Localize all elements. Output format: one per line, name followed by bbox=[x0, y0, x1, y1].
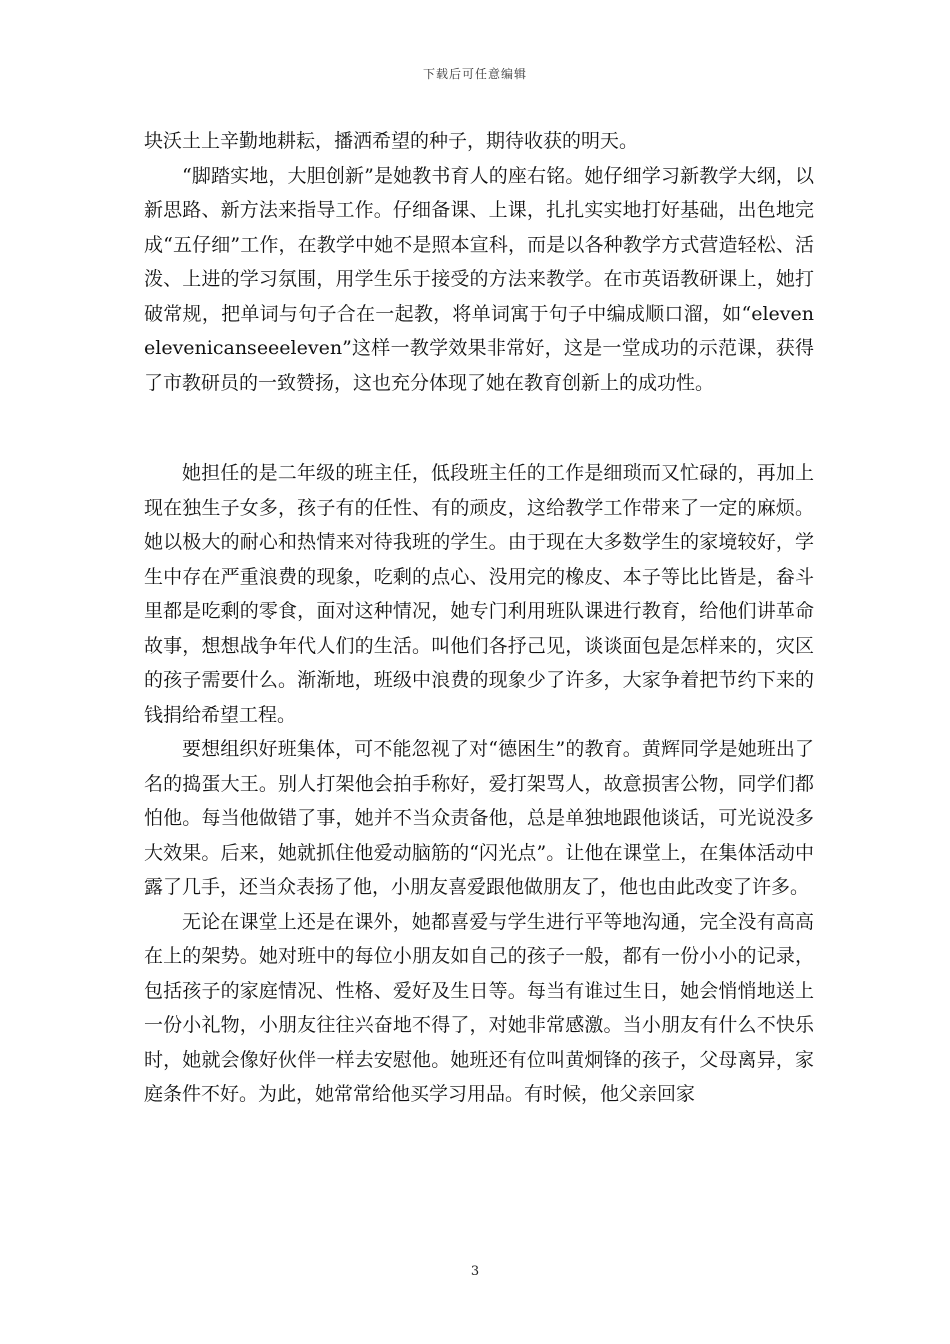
paragraph-continuation: 块沃土上辛勤地耕耘，播洒希望的种子，期待收获的明天。 bbox=[144, 130, 639, 152]
paragraph: 无论在课堂上还是在课外，她都喜爱与学生进行平等地沟通，完全没有高高在上的架势。她对班中的每位小朋友如自己的孩子一般，都有一份小小的记录，包括孩子的家庭情况、性格、爱好及生日等。每当有谁过生日，她会悄悄地送上一份小礼物，小朋友往往兴奋地不得了，对她非常感激。当小朋友有什么不快乐时，她就会像好伙伴一样去安慰他。她班还有位叫黄炯锋的孩子，父母离异，家庭条件不好。为此，她常常给他买学习用品。有时候，他父亲回家 bbox=[144, 910, 814, 1105]
page-number: 3 bbox=[470, 1264, 480, 1279]
paragraph: 要想组织好班集体，可不能忽视了对“德困生”的教育。黄辉同学是她班出了名的捣蛋大王。别人打架他会拍手称好，爱打架骂人，故意损害公物，同学们都怕他。每当他做错了事，她并不当众责备他，总是单独地跟他谈话，可光说没多大效果。后来，她就抓住他爱动脑筋的“闪光点”。让他在课堂上，在集体活动中露了几手，还当众表扬了他，小朋友喜爱跟他做朋友了，他也由此改变了许多。 bbox=[144, 738, 814, 898]
paragraph: 她担任的是二年级的班主任，低段班主任的工作是细琐而又忙碌的，再加上现在独生子女多，孩子有的任性、有的顽皮，这给教学工作带来了一定的麻烦。她以极大的耐心和热情来对待我班的学生。由于现在大多数学生的家境较好，学生中存在严重浪费的现象，吃剩的点心、没用完的橡皮、本子等比比皆是，畚斗里都是吃剩的零食，面对这种情况，她专门利用班队课进行教育，给他们讲革命故事，想想战争年代人们的生活。叫他们各抒己见，谈谈面包是怎样来的，灾区的孩子需要什么。渐渐地，班级中浪费的现象少了许多，大家争着把节约下来的钱捐给希望工程。 bbox=[144, 462, 814, 726]
paragraph: “脚踏实地，大胆创新”是她教书育人的座右铭。她仔细学习新教学大纲，以新思路、新方法来指导工作。仔细备课、上课，扎扎实实地打好基础，出色地完成“五仔细”工作，在教学中她不是照本宣科，而是以各种教学方式营造轻松、活泼、上进的学习氛围，用学生乐于接受的方法来教学。在市英语教研课上，她打破常规，把单词与句子合在一起教，将单词寓于句子中编成顺口溜，如“elevenelevenicanseeeleven”这样一教学效果非常好，这是一堂成功的示范课，获得了市教研员的一致赞扬，这也充分体现了她在教育创新上的成功性。 bbox=[144, 164, 814, 394]
paragraph-gap bbox=[144, 400, 814, 456]
page-header: 下载后可任意编辑 bbox=[422, 67, 527, 81]
document-body bbox=[144, 124, 814, 1112]
